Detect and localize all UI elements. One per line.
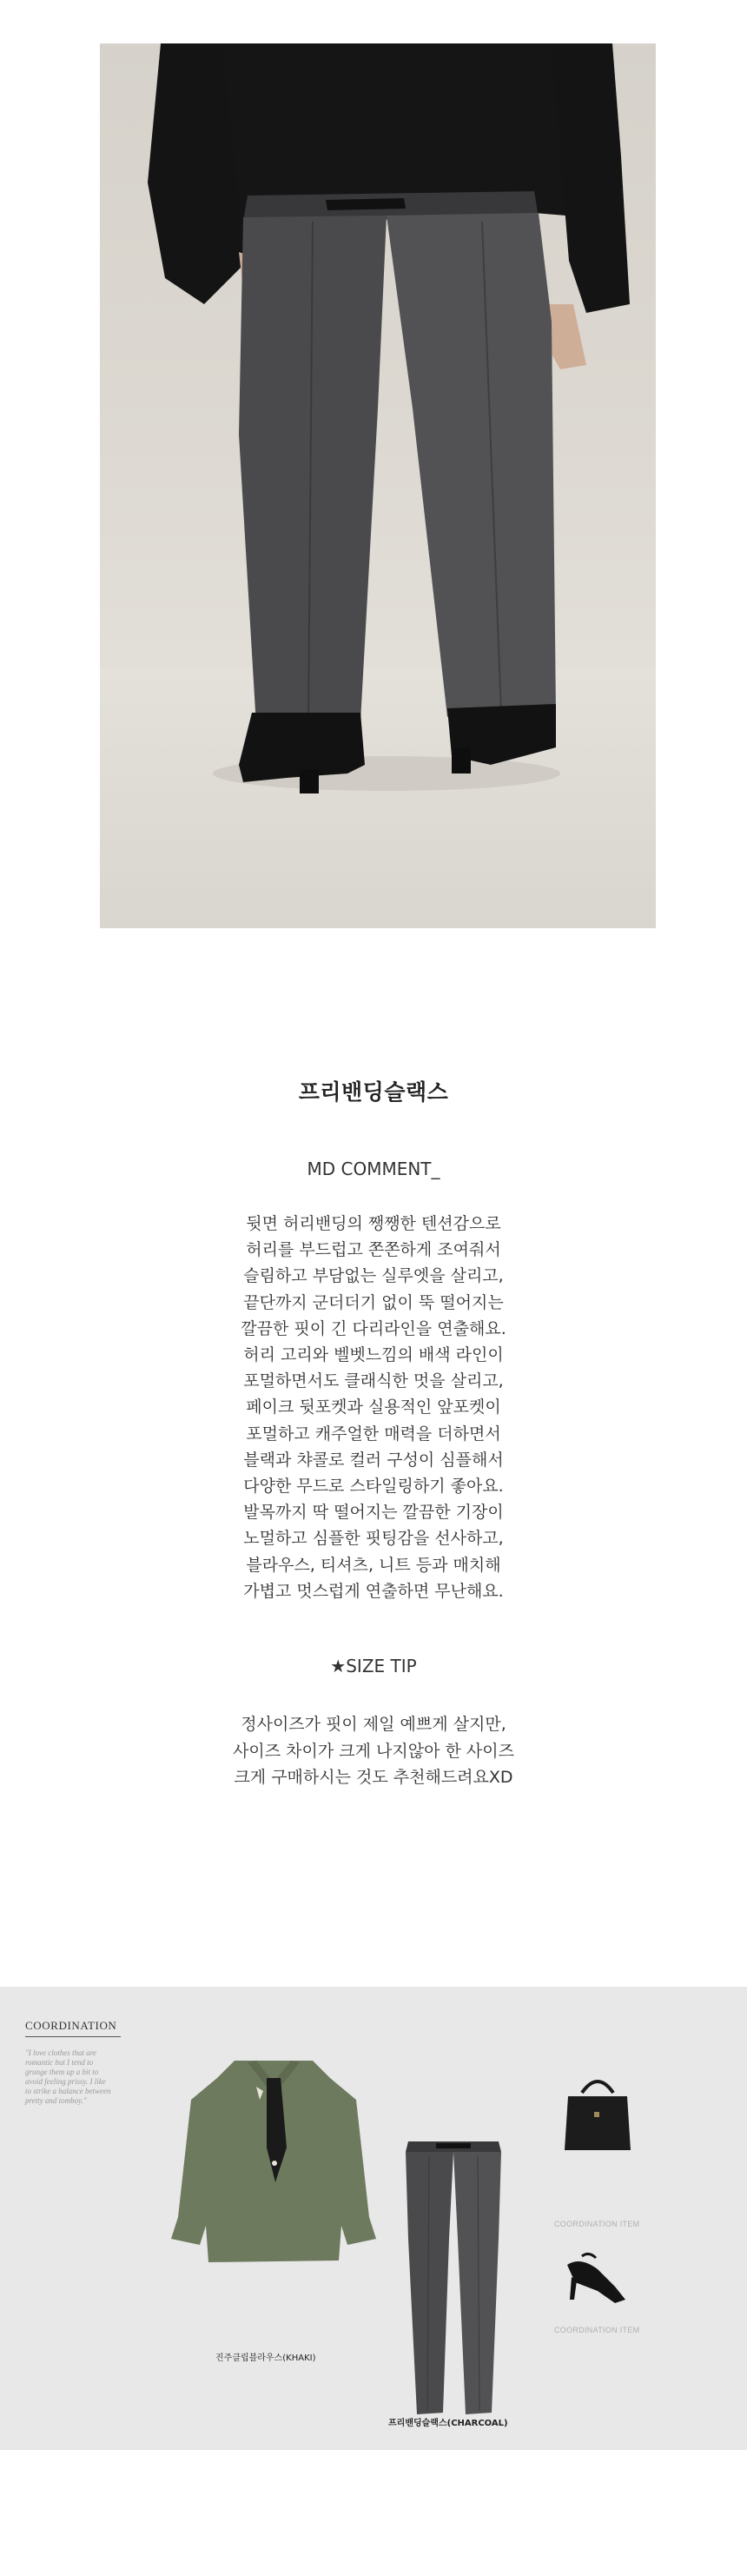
black-bag-image[interactable] <box>563 2074 632 2152</box>
md-comment-line: 포멀하면서도 클래식한 멋을 살리고, <box>243 1371 504 1391</box>
product-title: 프리밴딩슬랙스 <box>298 1079 449 1105</box>
md-comment-line: 끝단까지 군더더기 없이 뚝 떨어지는 <box>243 1292 504 1312</box>
size-tip-line: 크게 구매하시는 것도 추천해드려요XD <box>234 1768 513 1787</box>
quote-line: avoid feeling prissy. I like <box>25 2077 106 2086</box>
product-model-photo <box>100 43 656 928</box>
md-comment-line: 블랙과 챠콜로 컬러 구성이 심플해서 <box>243 1450 504 1470</box>
coordination-item-label: COORDINATION ITEM <box>554 2220 640 2228</box>
md-comment-heading: MD COMMENT_ <box>307 1159 440 1179</box>
coordination-item-label: 진주클립블라우스(KHAKI) <box>215 2354 316 2363</box>
md-comment-text <box>113 1211 634 1604</box>
quote-line: pretty and tomboy." <box>25 2096 87 2105</box>
size-tip-text <box>113 1711 634 1791</box>
md-comment-line: 포멀하고 캐주얼한 매력을 더하면서 <box>246 1424 501 1444</box>
model-figure <box>100 43 656 928</box>
quote-line: "I love clothes that are <box>25 2048 96 2057</box>
md-comment-line: 페이크 뒷포켓과 실용적인 앞포켓이 <box>246 1398 501 1417</box>
quote-line: to strike a balance between <box>25 2087 111 2095</box>
md-comment-line: 노멀하고 심플한 핏팅감을 선사하고, <box>243 1529 504 1549</box>
md-comment-line: 슬림하고 부담없는 실루엣을 살리고, <box>243 1266 504 1286</box>
md-comment-line: 다양한 무드로 스타일링하기 좋아요. <box>243 1477 504 1497</box>
quote-line: romantic but I tend to <box>25 2058 94 2067</box>
charcoal-slacks-image[interactable] <box>401 2134 506 2421</box>
coordination-item-label: 프리밴딩슬랙스(CHARCOAL) <box>388 2419 508 2428</box>
black-heels-image[interactable] <box>563 2247 632 2308</box>
md-comment-line: 블라우스, 티셔츠, 니트 등과 매치해 <box>246 1555 501 1575</box>
quote-line: grunge them up a bit to <box>25 2068 99 2076</box>
md-comment-line: 발목까지 딱 떨어지는 깔끔한 기장이 <box>243 1503 504 1523</box>
khaki-blouse-image[interactable] <box>169 2052 378 2269</box>
coordination-section <box>0 1987 747 2450</box>
coordination-item-label: COORDINATION ITEM <box>554 2326 640 2334</box>
size-tip-heading: ★SIZE TIP <box>330 1656 417 1676</box>
md-comment-line: 가볍고 멋스럽게 연출하면 무난해요. <box>243 1581 504 1601</box>
md-comment-line: 뒷면 허리밴딩의 쨍쨍한 텐션감으로 <box>246 1214 501 1233</box>
md-comment-line: 깔끔한 핏이 긴 다리라인을 연출해요. <box>241 1318 506 1338</box>
md-comment-line: 허리 고리와 벨벳느낌의 배색 라인이 <box>243 1345 504 1365</box>
size-tip-line: 정사이즈가 핏이 제일 예쁘게 살지만, <box>241 1715 506 1734</box>
coordination-quote <box>25 2048 147 2106</box>
coordination-heading: COORDINATION <box>25 2019 121 2037</box>
size-tip-line: 사이즈 차이가 크게 나지않아 한 사이즈 <box>233 1741 514 1761</box>
md-comment-line: 허리를 부드럽고 쫀쫀하게 조여줘서 <box>246 1240 501 1260</box>
